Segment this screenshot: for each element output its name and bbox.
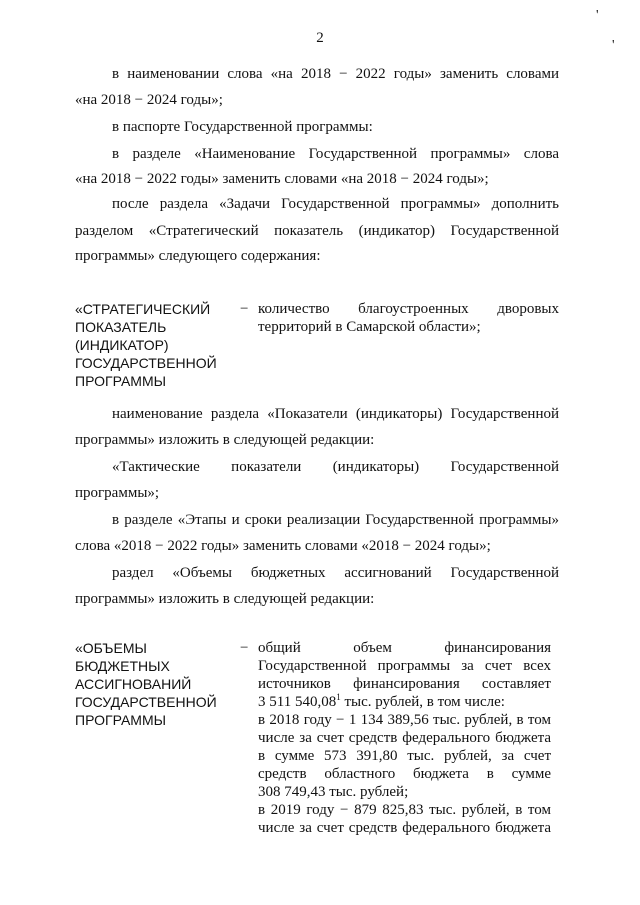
paragraph-line: слова «2018 − 2022 годы» заменить словами «2018 − 2024 годы»;: [75, 538, 491, 554]
paragraph-line: программы» следующего содержания:: [75, 248, 321, 264]
page-number: 2: [316, 30, 324, 46]
block-value-line: в 2018 году − 1 134 389,56 тыс. рублей, в том: [258, 712, 551, 728]
paragraph-line: программы»;: [75, 485, 160, 501]
block-caption-line: «СТРАТЕГИЧЕСКИЙ: [75, 301, 211, 317]
block-value-line: в сумме 573 391,80 тыс. рублей, за счет: [258, 748, 551, 764]
paragraph-line: после раздела «Задачи Государственной программы» дополнить: [112, 196, 559, 212]
block-value-line: средств областного бюджета в сумме: [258, 766, 551, 782]
funding-total: 3 511 540,08: [258, 694, 337, 710]
block-caption-line: ПРОГРАММЫ: [75, 373, 167, 389]
footnote-marker: 1: [336, 692, 341, 702]
block-caption-line: ПОКАЗАТЕЛЬ: [75, 319, 167, 335]
block-value-line: источников финансирования составляет: [258, 676, 551, 692]
block-caption-line: «ОБЪЕМЫ: [75, 640, 147, 656]
paragraph-line: «на 2018 − 2024 годы»;: [75, 92, 223, 108]
paragraph-line: «на 2018 − 2022 годы» заменить словами «на 2018 − 2024 годы»;: [75, 171, 489, 187]
block-value-line: в 2019 году − 879 825,83 тыс. рублей, в том: [258, 802, 551, 818]
paragraph-line: разделом «Стратегический показатель (индикатор) Государственной: [75, 223, 559, 239]
block-value-line: числе за счет средств федерального бюджета: [258, 730, 551, 746]
funding-total-tail: тыс. рублей, в том числе:: [340, 694, 505, 710]
block-value-line: общий объем финансирования: [258, 640, 551, 656]
block-value-line: [258, 693, 505, 711]
paragraph-line: раздел «Объемы бюджетных ассигнований Государственной: [112, 565, 559, 581]
paragraph-line: программы» изложить в следующей редакции:: [75, 591, 375, 607]
block-value-line: территорий в Самарской области»;: [258, 319, 481, 335]
paragraph-line: в разделе «Наименование Государственной программы» слова: [112, 146, 559, 162]
block-caption-line: (ИНДИКАТОР): [75, 337, 169, 353]
block-value-line: Государственной программы за счет всех: [258, 658, 551, 674]
block-dash: −: [240, 640, 249, 656]
block-value-line: 308 749,43 тыс. рублей;: [258, 784, 409, 800]
block-value-line: количество благоустроенных дворовых: [258, 301, 559, 317]
paragraph-line: в разделе «Этапы и сроки реализации Государственной программы»: [112, 512, 559, 528]
paragraph-line: программы» изложить в следующей редакции:: [75, 432, 375, 448]
paragraph-line: наименование раздела «Показатели (индикаторы) Государственной: [112, 406, 559, 422]
block-dash: −: [240, 301, 249, 317]
block-caption-line: ПРОГРАММЫ: [75, 712, 167, 728]
block-caption-line: ГОСУДАРСТВЕННОЙ: [75, 355, 217, 371]
scan-mark: ': [596, 8, 599, 23]
paragraph-line: «Тактические показатели (индикаторы) Государственной: [112, 459, 559, 475]
paragraph-line: в наименовании слова «на 2018 − 2022 годы» заменить словами: [112, 66, 559, 82]
block-caption-line: АССИГНОВАНИЙ: [75, 676, 192, 692]
block-caption-line: ГОСУДАРСТВЕННОЙ: [75, 694, 217, 710]
paragraph-line: в паспорте Государственной программы:: [112, 119, 373, 135]
block-value-line: числе за счет средств федерального бюджета: [258, 820, 551, 836]
scan-mark: ': [612, 38, 615, 53]
block-caption-line: БЮДЖЕТНЫХ: [75, 658, 170, 674]
